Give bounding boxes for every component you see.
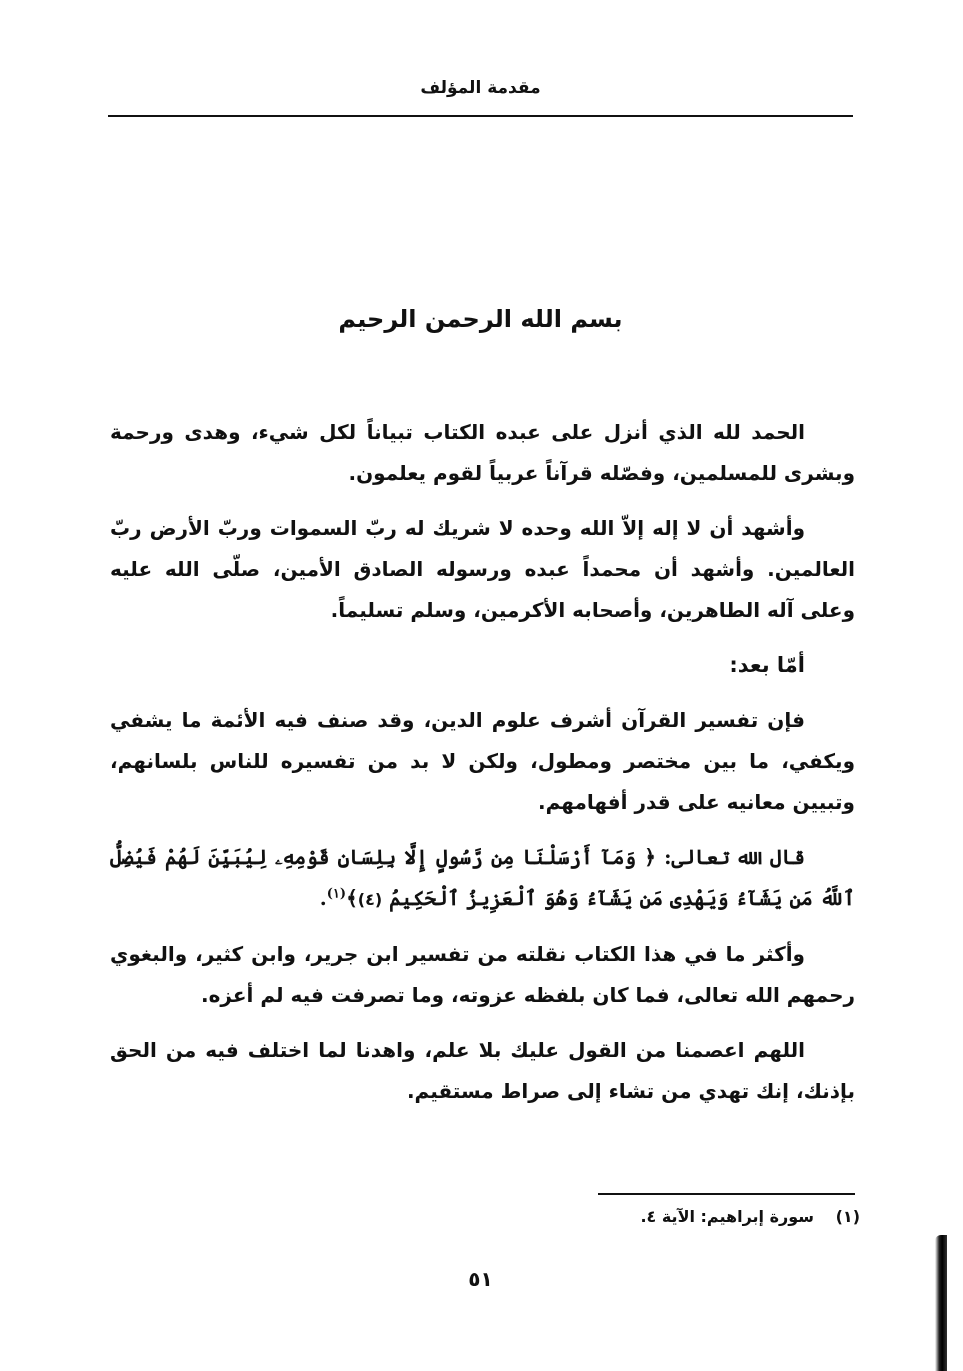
verse-number-marker: (٤) (357, 890, 383, 909)
page-binding-edge (935, 1235, 947, 1371)
paragraph-2: وأشهد أن لا إله إلاّ الله وحده لا شريك له ربّ السموات وربّ الأرض ربّ العالمين. وأشهد أن محمداً عبده ورسوله الصادق الأمين، صلّى الله عليه وعلى آله الطاهرين، وأصحابه الأكرمين، وسلم تسليماً. (110, 516, 855, 622)
body-text (110, 412, 855, 1126)
basmala-heading: بسم الله الرحمن الرحيم (338, 305, 623, 333)
paragraph-1: الحمد لله الذي أنزل على عبده الكتاب تبياناً لكل شيء، وهدى ورحمة وبشرى للمسلمين، وفصّله قرآناً عربياً لقوم يعلمون. (110, 420, 855, 485)
quote-lead: قال الله تعالى: (664, 845, 806, 869)
footnote (108, 1207, 860, 1226)
verse-number: ٤ (365, 890, 375, 909)
paragraph-5: اللهم اعصمنا من القول عليك بلا علم، واهدنا لما اختلف فيه من الحق بإذنك، إنك تهدي من تشاء إلى صراط مستقيم. (110, 1038, 855, 1103)
footnote-separator (598, 1193, 855, 1195)
quote-tail: . (319, 886, 327, 910)
footnote-reference[interactable]: (١) (326, 886, 347, 902)
quran-quote-paragraph (110, 837, 855, 920)
paragraph-4: وأكثر ما في هذا الكتاب نقلته من تفسير ابن جرير، وابن كثير، والبغوي رحمهم الله تعالى، فما كان بلفظه عزوته، وما تصرفت فيه لم أعزه. (110, 942, 855, 1007)
footnote-text: سورة إبراهيم: الآية ٤. (640, 1207, 815, 1226)
quran-verse: ﴿ وَمَآ أَرْسَلْنَا مِن رَّسُولٍ إِلَّا بِلِسَانِ قَوْمِهِۦ لِيُبَيِّنَ لَهُمْ فَيُضِلُّ ٱللَّهُ مَن يَشَآءُ وَيَهْدِى مَن يَشَآءُ وَهُوَ ٱلْعَزِيزُ ٱلْحَكِيمُ (110, 845, 855, 910)
paragraph-3: فإن تفسير القرآن أشرف علوم الدين، وقد صنف فيه الأئمة ما يشفي ويكفي، ما بين مختصر ومطول، ولكن لا بد من تفسيره للناس بلسانهم، وتبيين معانيه على قدر أفهامهم. (110, 708, 855, 814)
running-header: مقدمة المؤلف (420, 78, 541, 98)
verse-close-bracket: ﴾ (346, 886, 358, 910)
header-rule (108, 115, 853, 117)
subheading-amma-baad: أمّا بعد: (729, 653, 805, 677)
footnote-number: (١) (835, 1207, 860, 1226)
page-number: ٥١ (468, 1267, 493, 1291)
